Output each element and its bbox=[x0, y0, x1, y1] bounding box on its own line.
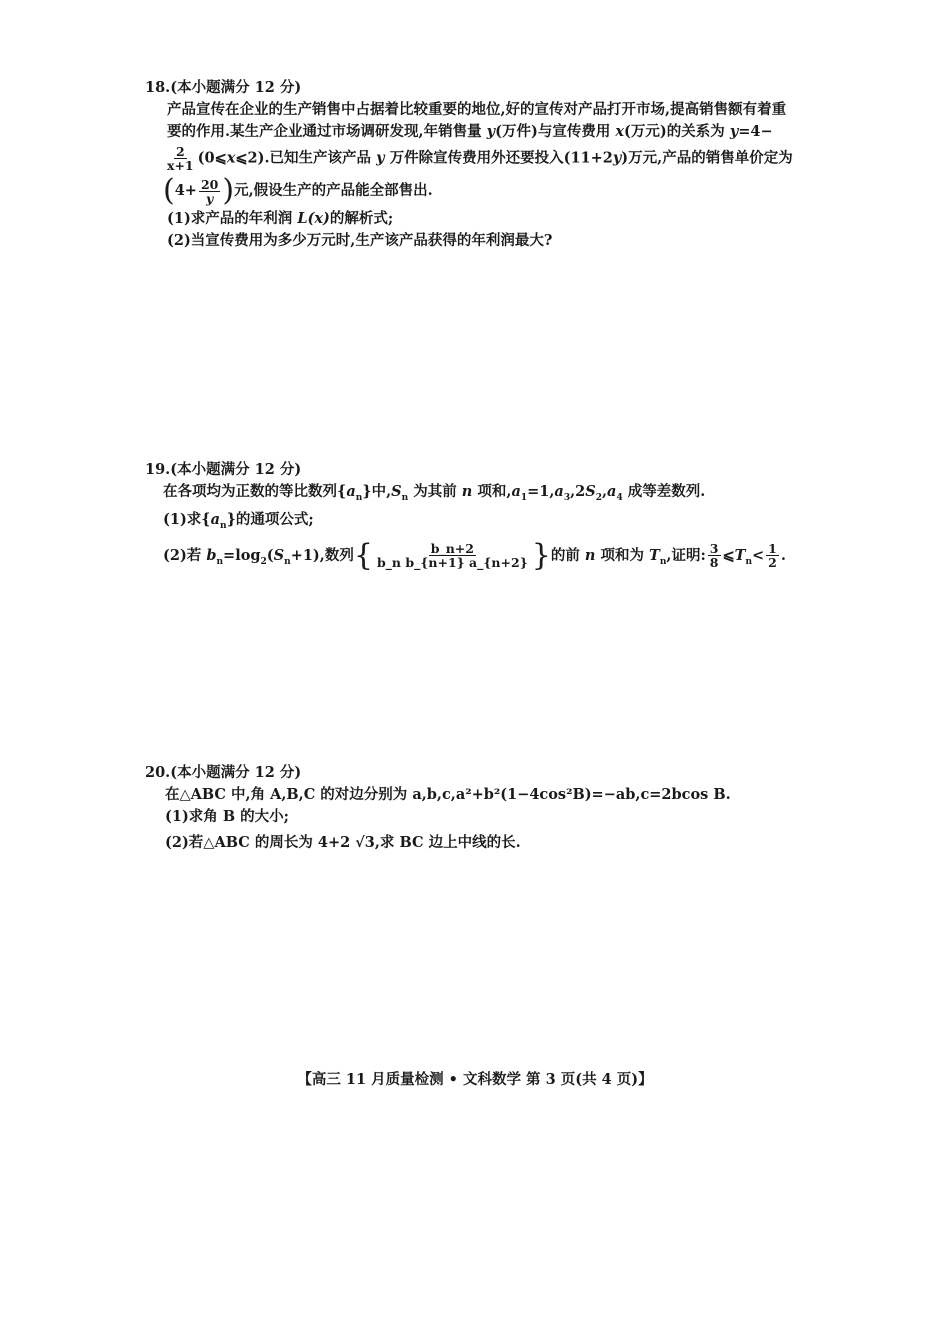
problem-20 bbox=[145, 762, 805, 854]
numerator: 3 bbox=[709, 541, 719, 557]
denominator: 2 bbox=[768, 555, 777, 571]
text: 元,假设生产的产品能全部售出. bbox=[234, 182, 433, 200]
var-y: y bbox=[612, 149, 622, 167]
var-a: a bbox=[346, 483, 356, 500]
problem-20-question-2: (2)若△ABC 的周长为 4+2 √3,求 BC 边上中线的长. bbox=[165, 834, 521, 851]
text: 项和为 bbox=[595, 546, 650, 564]
var-x: x bbox=[226, 149, 236, 167]
sub: n bbox=[745, 556, 752, 567]
right-paren: ) bbox=[222, 173, 235, 209]
sub: n bbox=[401, 492, 409, 503]
var-T: T bbox=[649, 546, 660, 564]
text: 万件除宣传费用外还要投入(11+2 bbox=[384, 149, 613, 167]
sub: 2 bbox=[260, 556, 267, 567]
sub: n bbox=[659, 556, 667, 567]
right-brace: } bbox=[531, 537, 551, 573]
text: (万件)与宣传费用 bbox=[495, 123, 616, 140]
numerator: 1 bbox=[768, 541, 777, 557]
var-S: S bbox=[585, 483, 596, 500]
text: 的解析式; bbox=[329, 210, 394, 228]
problem-18-question-2: (2)当宣传费用为多少万元时,生产该产品获得的年利润最大? bbox=[167, 232, 553, 250]
problem-19-header: 19.(本小题满分 12 分) bbox=[145, 461, 302, 478]
var-y: y bbox=[376, 149, 385, 167]
text: +1),数列 bbox=[290, 546, 354, 564]
var-b: b bbox=[206, 546, 217, 564]
sub: n bbox=[284, 556, 291, 567]
text: , bbox=[601, 483, 608, 500]
problem-20-header: 20.(本小题满分 12 分) bbox=[145, 764, 302, 781]
text: 成等差数列. bbox=[622, 483, 706, 500]
problem-18-question-1 bbox=[145, 208, 805, 230]
text: 项和, bbox=[472, 483, 512, 500]
numerator: 2 bbox=[175, 144, 185, 159]
text: }中, bbox=[362, 483, 392, 500]
text: (2)若 bbox=[163, 546, 207, 564]
text: =1, bbox=[527, 483, 555, 500]
numerator: b_n+2 bbox=[430, 541, 474, 557]
denominator: x+1 bbox=[167, 158, 194, 174]
text: 的前 bbox=[550, 546, 585, 564]
func-L: L(x) bbox=[297, 210, 330, 228]
left-paren: ( bbox=[163, 173, 175, 209]
problem-18-line-4 bbox=[145, 173, 805, 209]
text: ( bbox=[266, 546, 274, 564]
text: (1)求{ bbox=[163, 510, 211, 528]
text: }的通项公式; bbox=[226, 510, 314, 528]
denominator: b_n b_{n+1} a_{n+2} bbox=[376, 555, 528, 571]
var-a: a bbox=[511, 483, 521, 500]
var-a: a bbox=[210, 510, 221, 528]
problem-19-line-1 bbox=[145, 481, 805, 509]
var-T: T bbox=[734, 546, 746, 564]
fraction-20-over-y bbox=[199, 178, 220, 205]
text: 在各项均为正数的等比数列{ bbox=[163, 483, 347, 500]
text: 要的作用.某生产企业通过市场调研发现,年销售量 bbox=[167, 123, 487, 140]
text: =log bbox=[223, 546, 261, 564]
var-y: y bbox=[729, 123, 739, 140]
text: ⩽2).已知生产该产品 bbox=[235, 149, 377, 167]
problem-19-question-1 bbox=[145, 509, 805, 537]
denominator: y bbox=[206, 190, 214, 206]
text: ,证明: bbox=[666, 546, 706, 564]
left-brace: { bbox=[353, 537, 373, 573]
denominator: 8 bbox=[709, 555, 719, 571]
text: =4− bbox=[738, 123, 773, 140]
text: ⩽ bbox=[722, 546, 735, 564]
var-x: x bbox=[615, 123, 625, 140]
text: . bbox=[780, 546, 786, 564]
problem-20-question-1: (1)求角 B 的大小; bbox=[165, 808, 290, 825]
text: (1)求产品的年利润 bbox=[167, 210, 298, 228]
problem-18-header: 18.(本小题满分 12 分) bbox=[145, 79, 302, 96]
var-S: S bbox=[273, 546, 285, 564]
sub: n bbox=[220, 520, 227, 531]
problem-19-question-2 bbox=[145, 537, 805, 573]
var-y: y bbox=[486, 123, 496, 140]
var-n: n bbox=[584, 546, 596, 564]
sub: n bbox=[216, 556, 224, 567]
text: ,2 bbox=[570, 483, 586, 500]
fraction-1-over-2 bbox=[766, 542, 779, 569]
sub: 2 bbox=[595, 492, 602, 503]
text: 4+ bbox=[174, 182, 197, 200]
problem-20-line-1: 在△ABC 中,角 A,B,C 的对边分别为 a,b,c,a²+b²(1−4cos²B)=−ab,c=2bcos B. bbox=[165, 786, 731, 803]
text: (万元)的关系为 bbox=[624, 123, 730, 140]
fraction-3-over-8 bbox=[708, 542, 721, 569]
sub: n bbox=[355, 492, 363, 503]
problem-18 bbox=[145, 77, 805, 252]
page-footer: 【高三 11 月质量检测 • 文科数学 第 3 页(共 4 页)】 bbox=[297, 1071, 653, 1088]
var-a: a bbox=[554, 483, 564, 500]
text: )万元,产品的销售单价定为 bbox=[621, 149, 793, 167]
sub: 1 bbox=[520, 492, 528, 503]
problem-18-line-1: 产品宣传在企业的生产销售中占据着比较重要的地位,好的宣传对产品打开市场,提高销售额有着重 bbox=[167, 101, 787, 118]
text: < bbox=[752, 546, 765, 564]
text: (0⩽ bbox=[197, 149, 227, 167]
sub: 4 bbox=[616, 492, 623, 503]
problem-19 bbox=[145, 459, 805, 573]
var-n: n bbox=[461, 483, 473, 500]
numerator: 20 bbox=[200, 176, 219, 192]
text: 为其前 bbox=[408, 483, 462, 500]
sub: 3 bbox=[563, 492, 571, 503]
fraction-2-over-x-plus-1 bbox=[165, 145, 196, 172]
sequence-fraction bbox=[375, 542, 530, 569]
var-a: a bbox=[607, 483, 617, 500]
var-S: S bbox=[391, 483, 402, 500]
problem-18-line-2 bbox=[145, 121, 805, 143]
problem-18-line-3 bbox=[145, 145, 805, 172]
